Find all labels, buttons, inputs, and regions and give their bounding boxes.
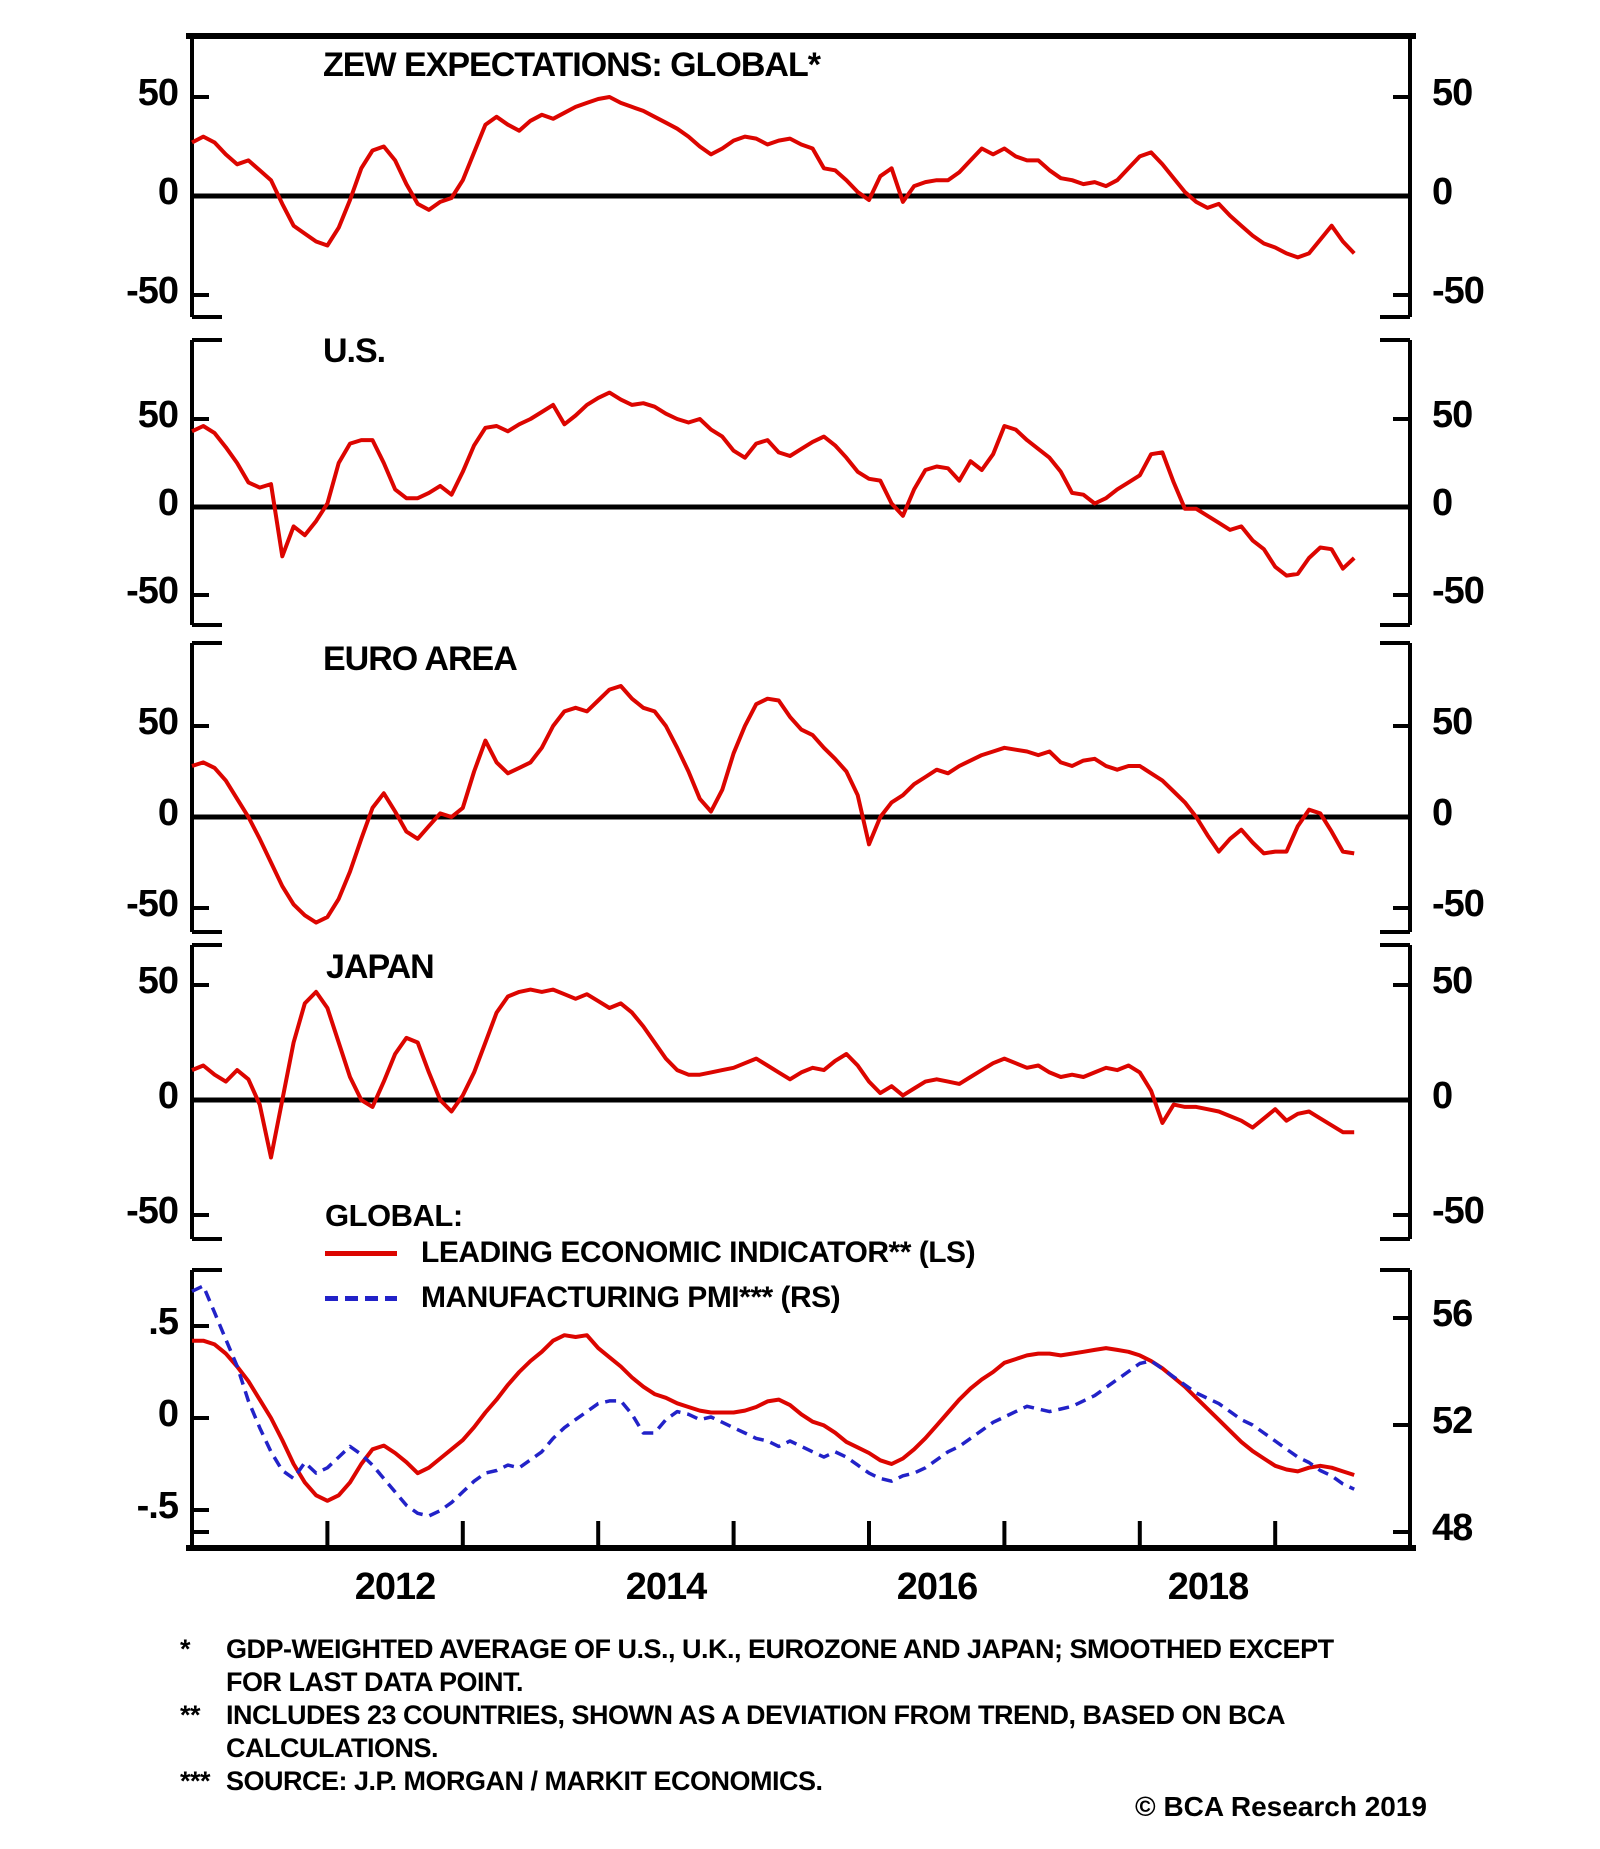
y-tick-label-left-panel2: 0 (157, 482, 178, 524)
y-tick-label-left-panel2: 50 (137, 394, 178, 436)
y-tick-label-left-panel1: 50 (137, 72, 178, 114)
y-tick-label-left-panel5: .5 (148, 1301, 178, 1343)
y-tick-label-right-panel5: 48 (1432, 1507, 1473, 1549)
y-tick-label-right-panel3: -50 (1432, 883, 1484, 925)
footnotes (180, 1633, 1334, 1798)
footnote-1-line-1: * GDP-WEIGHTED AVERAGE OF U.S., U.K., EUROZONE AND JAPAN; SMOOTHED EXCEPT (180, 1634, 1334, 1664)
y-tick-label-right-panel2: 50 (1432, 394, 1473, 436)
y-tick-label-left-panel4: 50 (137, 960, 178, 1002)
legend-line-solid-red (325, 1251, 397, 1256)
y-tick-label-left-panel2: -50 (126, 570, 178, 612)
y-tick-label-left-panel4: 0 (157, 1075, 178, 1117)
series-line-us (192, 393, 1354, 576)
series-line-japan (192, 990, 1354, 1158)
y-tick-label-right-panel4: 50 (1432, 960, 1473, 1002)
legend-label-pmi: MANUFACTURING PMI*** (RS) (421, 1281, 841, 1314)
y-tick-label-right-panel1: 50 (1432, 72, 1473, 114)
y-tick-label-right-panel1: -50 (1432, 270, 1484, 312)
series-line-euro-area (192, 686, 1354, 923)
y-tick-label-left-panel3: 0 (157, 792, 178, 834)
panel-title-zew-global: ZEW EXPECTATIONS: GLOBAL* (323, 46, 820, 84)
y-tick-label-right-panel3: 50 (1432, 701, 1473, 743)
y-tick-label-left-panel3: -50 (126, 883, 178, 925)
footnote-3-line-1: *** SOURCE: J.P. MORGAN / MARKIT ECONOMICS. (180, 1766, 823, 1796)
y-tick-label-right-panel1: 0 (1432, 171, 1453, 213)
footnote-1-line-2: FOR LAST DATA POINT. (226, 1667, 523, 1697)
y-tick-label-left-panel1: -50 (126, 270, 178, 312)
panel-title-japan: JAPAN (326, 948, 434, 986)
y-tick-label-right-panel2: -50 (1432, 570, 1484, 612)
x-label-2018: 2018 (1167, 1566, 1249, 1608)
y-tick-label-right-panel5: 56 (1432, 1293, 1473, 1335)
x-label-2012: 2012 (354, 1566, 436, 1608)
panel-title-us: U.S. (323, 332, 386, 370)
y-tick-label-left-panel1: 0 (157, 171, 178, 213)
y-tick-label-right-panel5: 52 (1432, 1400, 1473, 1442)
y-tick-label-right-panel4: 0 (1432, 1075, 1453, 1117)
legend-line-dashed-blue (325, 1296, 397, 1301)
y-tick-label-right-panel3: 0 (1432, 792, 1453, 834)
copyright: © BCA Research 2019 (1135, 1791, 1427, 1822)
legend-item-lei (325, 1236, 975, 1270)
y-tick-label-right-panel2: 0 (1432, 482, 1453, 524)
x-label-2014: 2014 (625, 1566, 707, 1608)
panel-title-euro-area: EURO AREA (323, 640, 517, 678)
y-tick-label-left-panel5: -.5 (136, 1485, 178, 1527)
series-line-zew-global (192, 97, 1354, 257)
legend-item-pmi (325, 1281, 840, 1315)
footnote-2-line-2: CALCULATIONS. (226, 1733, 438, 1763)
x-label-2016: 2016 (896, 1566, 978, 1608)
y-tick-label-left-panel3: 50 (137, 701, 178, 743)
legend-label-lei: LEADING ECONOMIC INDICATOR** (LS) (421, 1236, 976, 1269)
y-tick-label-right-panel4: -50 (1432, 1190, 1484, 1232)
series-line-global-lei (192, 1335, 1354, 1501)
y-tick-label-left-panel4: -50 (126, 1190, 178, 1232)
footnote-2-line-1: ** INCLUDES 23 COUNTRIES, SHOWN AS A DEVIATION FROM TREND, BASED ON BCA (180, 1700, 1286, 1730)
legend-heading: GLOBAL: (325, 1198, 463, 1233)
y-tick-label-left-panel5: 0 (157, 1393, 178, 1435)
